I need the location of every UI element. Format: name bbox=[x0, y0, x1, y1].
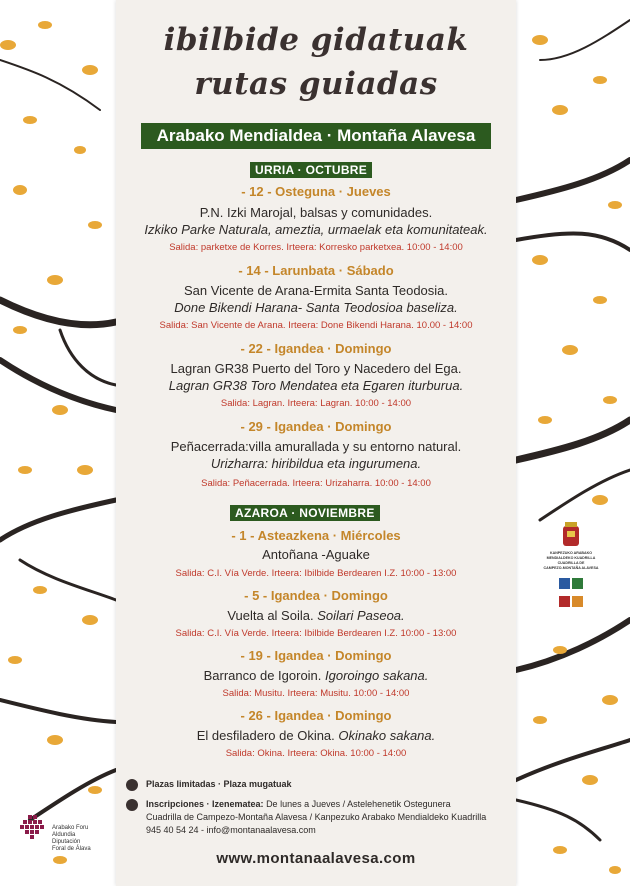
event-title: San Vicente de Arana-Ermita Santa Teodosia. bbox=[183, 283, 449, 298]
event-date: - 14 - Larunbata · Sábado bbox=[238, 263, 394, 278]
walking-icon bbox=[559, 596, 570, 607]
logo-text: Diputación bbox=[52, 839, 81, 845]
event-salida: Salida: C.I. Vía Verde. Irteera: Ibilbide Berdearen I.Z. 10:00 - 13:00 bbox=[175, 628, 457, 639]
logo-text: CUADRILLA DE bbox=[557, 561, 585, 565]
footer-inscripciones bbox=[126, 798, 486, 837]
event-date: - 29 - Igandea · Domingo bbox=[240, 419, 392, 434]
logo-text: Arabako Foru bbox=[52, 825, 89, 831]
event-title-eu: Lagran GR38 Toro Mendatea eta Egaren iturburua. bbox=[168, 378, 464, 393]
inscripciones-block bbox=[146, 798, 486, 837]
month-november-label: AZAROA · NOVIEMBRE bbox=[230, 505, 380, 521]
event-title: P.N. Izki Marojal, balsas y comunidades. bbox=[199, 205, 433, 220]
logo-text-block bbox=[52, 825, 112, 853]
event-date: - 5 - Igandea · Domingo bbox=[244, 588, 388, 603]
inscripciones-label: Inscripciones · Izenematea: bbox=[146, 799, 264, 809]
event-title-eu: Done Bikendi Harana- Santa Teodosioa baseliza. bbox=[174, 300, 458, 315]
event-date: - 1 - Asteazkena · Miércoles bbox=[231, 528, 401, 543]
diputacion-emblem-icon bbox=[20, 815, 48, 841]
event-salida: Salida: Lagran. Irteera: Lagran. 10:00 - 14:00 bbox=[220, 398, 412, 409]
logo-text: MENDIALDEKO KUADRILLA bbox=[546, 556, 596, 560]
event-title: Antoñana -Aguake bbox=[262, 547, 370, 562]
region-banner: Arabako Mendialdea · Montaña Alavesa bbox=[141, 123, 491, 149]
coat-of-arms-icon bbox=[561, 522, 581, 548]
event-title-es: Barranco de Igoroin. bbox=[203, 668, 322, 683]
event-date: - 22 - Igandea · Domingo bbox=[240, 341, 392, 356]
activity-icons bbox=[558, 577, 584, 613]
plazas-text: Plazas limitadas · Plaza mugatuak bbox=[146, 779, 292, 789]
nature-icon bbox=[572, 578, 583, 589]
event-salida: Salida: Okina. Irteera: Okina. 10:00 - 14:00 bbox=[225, 748, 407, 759]
logo-text: Foral de Álava bbox=[52, 846, 91, 852]
cuadrilla-logo bbox=[536, 522, 606, 613]
event-salida: Salida: parketxe de Korres. Irteera: Korresko parketxea. 10:00 - 14:00 bbox=[169, 242, 463, 253]
event-title-es: Vuelta al Soila. bbox=[227, 608, 314, 623]
event-title bbox=[116, 668, 516, 683]
event-salida: Salida: Peñacerrada. Irteera: Urizaharra. 10:00 - 14:00 bbox=[201, 478, 431, 489]
tools-icon bbox=[572, 596, 583, 607]
event-salida: Salida: C.I. Vía Verde. Irteera: Ibilbide Berdearen I.Z. 10:00 - 13:00 bbox=[175, 568, 457, 579]
event-date: - 26 - Igandea · Domingo bbox=[240, 708, 392, 723]
logo-text: Aldundia bbox=[52, 832, 76, 838]
event-title-eu: Soilari Paseoa. bbox=[317, 608, 405, 623]
event-title-eu: Okinako sakana. bbox=[338, 728, 436, 743]
info-icon bbox=[126, 779, 138, 791]
footer-plazas bbox=[126, 778, 292, 791]
event-title-es: El desfiladero de Okina. bbox=[196, 728, 335, 743]
event-title-eu: Urizharra: hiribildua eta ingurumena. bbox=[210, 456, 422, 471]
event-title: Peñacerrada:villa amurallada y su entorno natural. bbox=[170, 439, 462, 454]
event-title bbox=[116, 608, 516, 623]
cuadrilla-text: Cuadrilla de Campezo-Montaña Alavesa / Kanpezuko Arabako Mendialdeko Kuadrilla bbox=[146, 812, 487, 822]
inscripciones-text: De lunes a Jueves / Astelehenetik Ostegunera bbox=[266, 799, 451, 809]
event-date: - 19 - Igandea · Domingo bbox=[240, 648, 392, 663]
event-title-eu: Izkiko Parke Naturala, ameztia, urmaelak eta komunitateak. bbox=[144, 222, 488, 237]
hiking-icon bbox=[559, 578, 570, 589]
event-title bbox=[116, 728, 516, 743]
event-salida: Salida: Musitu. Irteera: Musitu. 10:00 - 14:00 bbox=[222, 688, 410, 699]
title-line2: rutas guiadas bbox=[194, 66, 438, 102]
title-line1: ibilbide gidatuak bbox=[163, 22, 469, 58]
event-salida: Salida: San Vicente de Arana. Irteera: Done Bikendi Harana. 10.00 - 14:00 bbox=[159, 320, 473, 331]
info-icon bbox=[126, 799, 138, 811]
logo-text: KANPEZUKO ARABAKO bbox=[550, 551, 592, 555]
event-title-eu: Igoroingo sakana. bbox=[325, 668, 429, 683]
website-link[interactable]: www.montanaalavesa.com bbox=[216, 850, 416, 867]
content-panel bbox=[116, 0, 516, 886]
logo-text: CAMPEZO-MONTAÑA ALAVESA bbox=[543, 566, 599, 570]
event-date: - 12 - Osteguna · Jueves bbox=[241, 184, 391, 199]
month-october-label: URRIA · OCTUBRE bbox=[250, 162, 372, 178]
contact-text: 945 40 54 24 - info@montanaalavesa.com bbox=[146, 825, 316, 835]
event-title: Lagran GR38 Puerto del Toro y Nacedero del Ega. bbox=[170, 361, 462, 376]
